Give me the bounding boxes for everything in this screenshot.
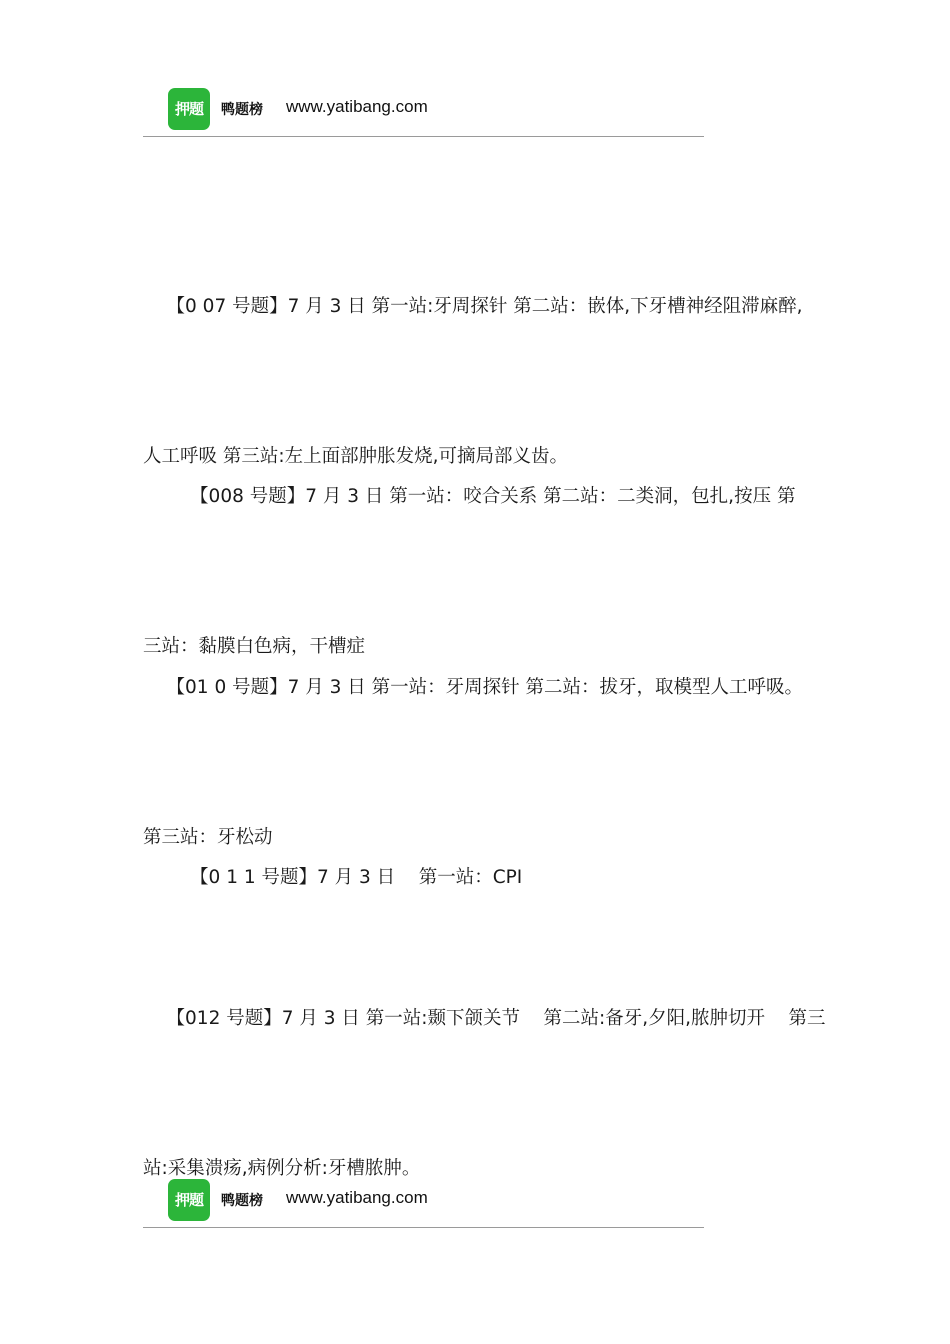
logo-icon: 押题 xyxy=(168,88,210,130)
entry-line: 人工呼吸 第三站:左上面部肿胀发烧,可摘局部义齿。 xyxy=(143,446,568,467)
entry-line: 【01 0 号题】7 月 3 日 第一站：牙周探针 第二站：拔牙，取模型人工呼吸。 xyxy=(143,677,804,698)
entry-line: 【0 1 1 号题】7 月 3 日 第一站：CPI xyxy=(143,867,523,888)
entry-line: 【012 号题】7 月 3 日 第一站:颞下颌关节 第二站:备牙,夕阳,脓肿切开 第三 xyxy=(143,1008,826,1029)
site-url: www.yatibang.com xyxy=(286,97,428,116)
entry-line: 【008 号题】7 月 3 日 第一站：咬合关系 第二站：二类洞，包扎,按压 第 xyxy=(143,486,796,507)
site-url: www.yatibang.com xyxy=(286,1188,428,1207)
page-header xyxy=(143,88,704,137)
brand-name: 鸭题榜 xyxy=(221,102,263,118)
entry-line: 【0 07 号题】7 月 3 日 第一站:牙周探针 第二站：嵌体,下牙槽神经阻滞麻醉, xyxy=(143,296,803,317)
logo-icon: 押题 xyxy=(168,1179,210,1221)
entry-line: 站:采集溃疡,病例分析:牙槽脓肿。 xyxy=(143,1158,421,1179)
brand-name: 鸭题榜 xyxy=(221,1193,263,1209)
page-footer xyxy=(143,1179,704,1228)
entry-line: 三站：黏膜白色病，干槽症 xyxy=(143,636,366,657)
entry-line: 第三站：牙松动 xyxy=(143,827,273,848)
